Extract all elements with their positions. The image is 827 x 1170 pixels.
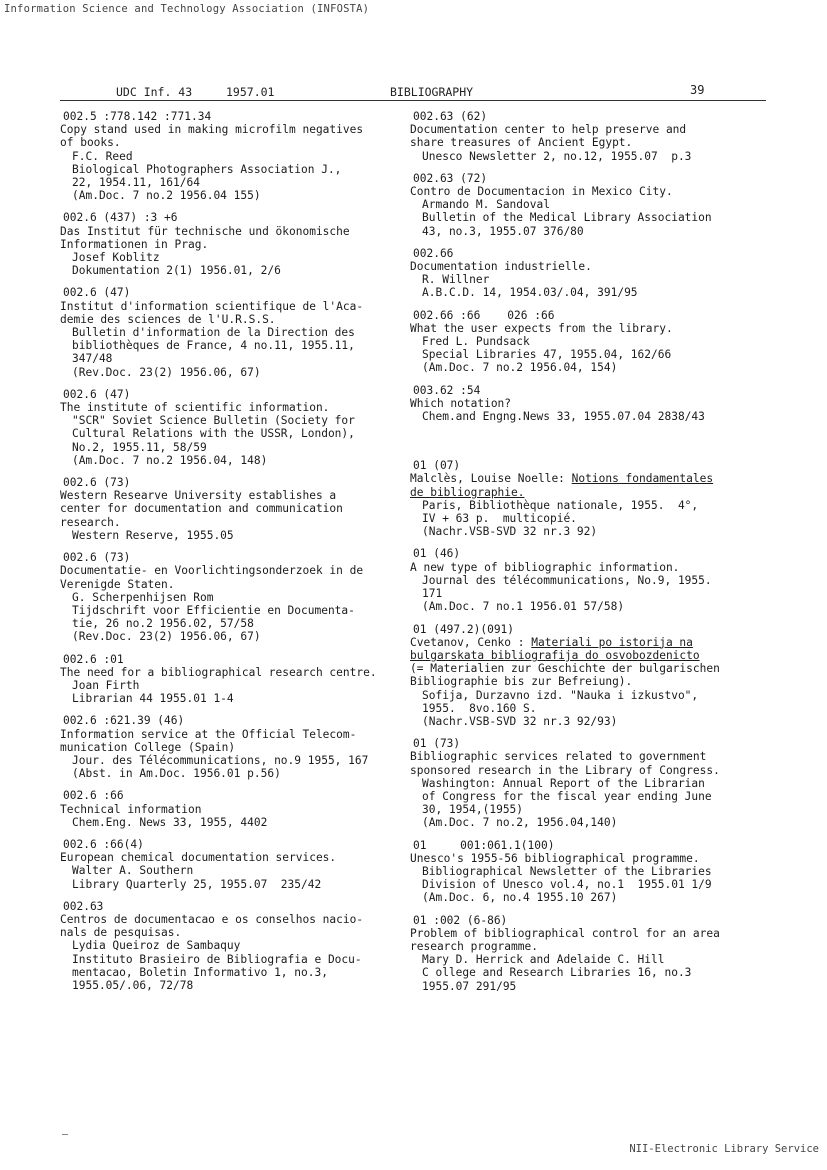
entry-detail-line: Chem.and Engng.News 33, 1955.07.04 2838/43 — [422, 410, 705, 424]
bibliography-entry — [60, 838, 410, 891]
entry-detail-line: 1955.05/.06, 72/78 — [72, 978, 194, 992]
entry-detail-line: (Am.Doc. 7 no.2 1956.04 155) — [72, 189, 261, 203]
classification-code: 002.6 :66 — [63, 789, 124, 803]
classification-code: 002.6 (47) — [63, 387, 131, 401]
classification-code: 002.6 (437) :3 +6 — [63, 211, 178, 225]
entry-detail-line: Journal des télécommunications, No.9, 1955. — [422, 573, 712, 587]
classification-code: 002.63 (72) — [413, 171, 488, 185]
entry-detail-line: 43, no.3, 1955.07 376/80 — [422, 224, 584, 238]
classification-code: 01 001:061.1(100) — [413, 838, 555, 852]
classification-code: 002.6 (73) — [63, 476, 131, 490]
entry-title-line: Documentation center to help preserve and — [410, 123, 687, 137]
entry-detail-line: "SCR" Soviet Science Bulletin (Society for — [72, 414, 355, 428]
bibliography-entry — [410, 384, 770, 424]
entry-detail-line: (Am.Doc. 7 no.2 1956.04, 154) — [422, 361, 618, 375]
entry-detail-line: Special Libraries 47, 1955.04, 162/66 — [422, 348, 672, 362]
entry-title-line: bulgarskata bibliografija do osvobozdenicto — [410, 648, 700, 662]
bibliography-entry — [60, 476, 410, 542]
entry-title-line: Institut d'information scientifique de l'Aca- — [60, 299, 364, 313]
right-column — [410, 110, 770, 1002]
source-banner: Information Science and Technology Association (INFOSTA) — [4, 3, 370, 15]
entry-title-line: Malclès, Louise Noelle: Notions fondamentales — [410, 472, 714, 486]
entry-detail-line: (Nachr.VSB-SVD 32 nr.3 92/93) — [422, 714, 618, 728]
entry-title-line: Western Researve University establishes a — [60, 489, 337, 503]
entry-title-line: Unesco's 1955-56 bibliographical programme. — [410, 851, 700, 865]
entry-detail-line: Jour. des Télécommunications, no.9 1955, 167 — [72, 753, 369, 767]
entry-detail-line: tie, 26 no.2 1956.02, 57/58 — [72, 617, 254, 631]
entry-detail-line: 22, 1954.11, 161/64 — [72, 176, 200, 190]
classification-code: 002.5 :778.142 :771.34 — [63, 110, 212, 123]
entry-detail-line: Bulletin of the Medical Library Association — [422, 211, 712, 225]
bibliography-entry — [410, 172, 770, 238]
classification-code: 002.6 (73) — [63, 551, 131, 565]
classification-code: 01 (497.2)(091) — [413, 622, 515, 636]
classification-code: 01 (73) — [413, 737, 461, 751]
entry-detail-line: Fred L. Pundsack — [422, 335, 530, 349]
entry-title-line: Problem of bibliographical control for an area — [410, 926, 720, 940]
entry-detail-line: Washington: Annual Report of the Librarian — [422, 776, 705, 790]
entry-title-line: Information service at the Official Telecom- — [60, 727, 357, 741]
entry-detail-line: 1955. 8vo.160 S. — [422, 701, 537, 715]
entry-title-line: research. — [60, 515, 121, 529]
entry-title-line: Contro de Documentacion in Mexico City. — [410, 185, 673, 199]
bibliography-entry — [60, 551, 410, 643]
entry-detail-line: IV + 63 p. multicopié. — [422, 512, 577, 526]
entry-detail-line: (Am.Doc. 7 no.2, 1956.04,140) — [422, 816, 618, 830]
classification-code: 002.6 :621.39 (46) — [63, 714, 185, 728]
classification-code: 01 (07) — [413, 459, 461, 473]
entry-detail-line: Bibliographical Newsletter of the Libraries — [422, 864, 712, 878]
bibliography-entry — [410, 623, 770, 729]
entry-title-line: sponsored research in the Library of Congress. — [410, 763, 720, 777]
bibliography-entry — [410, 737, 770, 829]
entry-detail-line: Bulletin d'information de la Direction des — [72, 326, 355, 340]
entry-title-line: Documentatie- en Voorlichtingsonderzoek in de — [60, 564, 364, 578]
left-column — [60, 110, 410, 1001]
entry-title-line: Copy stand used in making microfilm negatives — [60, 123, 364, 137]
entry-title-line: Which notation? — [410, 396, 512, 410]
entry-detail-line: of Congress for the fiscal year ending June — [422, 789, 712, 803]
entry-detail-line: Library Quarterly 25, 1955.07 235/42 — [72, 877, 322, 891]
entry-detail-line: (Am.Doc. 7 no.1 1956.01 57/58) — [422, 600, 625, 614]
classification-code: 002.66 :66 026 :66 — [413, 308, 555, 322]
entry-detail-line: Tijdschrift voor Efficientie en Documenta- — [72, 603, 355, 617]
entry-title-line: demie des sciences de l'U.R.S.S. — [60, 312, 276, 326]
classification-code: 003.62 :54 — [413, 383, 481, 397]
entry-detail-line: Sofija, Durzavno izd. "Nauka i izkustvo", — [422, 688, 699, 702]
page-number: 39 — [690, 83, 705, 97]
bibliography-entry — [60, 789, 410, 829]
entry-detail-line: 1955.07 291/95 — [422, 979, 517, 993]
entry-title-line: The institute of scientific information. — [60, 401, 330, 415]
entry-detail-line: Lydia Queiroz de Sambaquy — [72, 939, 241, 953]
bibliography-entry — [60, 714, 410, 780]
entry-detail-line: Cultural Relations with the USSR, London), — [72, 427, 355, 441]
entry-detail-line: Josef Koblitz — [72, 251, 160, 265]
entry-detail-line: 347/48 — [72, 352, 113, 366]
entry-title-line: Informationen in Prag. — [60, 237, 209, 251]
entry-detail-line: Walter A. Southern — [72, 864, 194, 878]
entry-detail-line: (Am.Doc. 7 no.2 1956.04, 148) — [72, 453, 268, 467]
entry-detail-line: (Nachr.VSB-SVD 32 nr.3 92) — [422, 525, 598, 539]
entry-title-line: munication College (Spain) — [60, 740, 236, 754]
entry-title-line: share treasures of Ancient Egypt. — [410, 136, 633, 150]
entry-title-line: de bibliographie. — [410, 485, 525, 499]
bibliography-entry — [60, 211, 410, 277]
bibliography-entry — [60, 653, 410, 706]
entry-detail-line: C ollege and Research Libraries 16, no.3 — [422, 966, 692, 980]
footer-mark — [62, 1134, 68, 1135]
bibliography-entry — [410, 110, 770, 163]
entry-detail-line: No.2, 1955.11, 58/59 — [72, 440, 207, 454]
entry-title-line: Bibliographie bis zur Befreiung). — [410, 675, 633, 689]
entry-detail-line: F.C. Reed — [72, 149, 133, 163]
entry-title-line: nals de pesquisas. — [60, 926, 182, 940]
entry-detail-line: Instituto Brasieiro de Bibliografia e Docu- — [72, 952, 362, 966]
issue-date: 1957.01 — [226, 85, 275, 99]
entry-detail-line: Librarian 44 1955.01 1-4 — [72, 692, 234, 706]
entry-title-line: Documentation industrielle. — [410, 260, 592, 274]
entry-detail-line: (Am.Doc. 6, no.4 1955.10 267) — [422, 891, 618, 905]
classification-code: 002.6 :66(4) — [63, 837, 144, 851]
entry-title-line: center for documentation and communication — [60, 502, 343, 516]
entry-title-line: Technical information — [60, 802, 202, 816]
entry-detail-line: Armando M. Sandoval — [422, 198, 550, 212]
entry-detail-line: (Rev.Doc. 23(2) 1956.06, 67) — [72, 365, 261, 379]
bibliography-entry — [410, 247, 770, 300]
entry-title-line: What the user expects from the library. — [410, 321, 673, 335]
bibliography-entry — [60, 388, 410, 467]
bibliography-entry — [410, 309, 770, 375]
section-title: BIBLIOGRAPHY — [390, 85, 474, 99]
classification-code: 002.6 (47) — [63, 286, 131, 300]
entry-title-line: The need for a bibliographical research centre. — [60, 665, 377, 679]
entry-detail-line: G. Scherpenhijsen Rom — [72, 590, 214, 604]
entry-title-line: Bibliographic services related to government — [410, 750, 707, 764]
entry-title-line: European chemical documentation services. — [60, 851, 337, 865]
udc-code: UDC Inf. 43 — [116, 85, 193, 99]
header-rule — [60, 100, 766, 101]
entry-title-line: Verenigde Staten. — [60, 577, 175, 591]
entry-detail-line: R. Willner — [422, 273, 490, 287]
classification-code: 002.63 — [63, 899, 104, 913]
classification-code: 01 (46) — [413, 547, 461, 561]
entry-detail-line: Paris, Bibliothèque nationale, 1955. 4°, — [422, 498, 699, 512]
entry-detail-line: Dokumentation 2(1) 1956.01, 2/6 — [72, 264, 281, 278]
entry-title-line: A new type of bibliographic information. — [410, 560, 680, 574]
entry-title-line: Cvetanov, Cenko : Materiali po istorija na — [410, 635, 693, 649]
entry-title-line: of books. — [60, 136, 121, 150]
entry-detail-line: (Abst. in Am.Doc. 1956.01 p.56) — [72, 767, 281, 781]
classification-code: 002.6 :01 — [63, 652, 124, 666]
entry-title-line: Centros de documentacao e os conselhos nacio- — [60, 912, 364, 926]
bibliography-entry — [60, 110, 410, 202]
footer-service: NII-Electronic Library Service — [629, 1143, 819, 1155]
entry-detail-line: Unesco Newsletter 2, no.12, 1955.07 p.3 — [422, 149, 692, 163]
bibliography-entry — [410, 914, 770, 993]
bibliography-entry — [60, 900, 410, 992]
entry-title-line: research programme. — [410, 939, 538, 953]
bibliography-entry — [410, 547, 770, 613]
entry-detail-line: 171 — [422, 587, 443, 601]
entry-detail-line: Chem.Eng. News 33, 1955, 4402 — [72, 815, 268, 829]
entry-detail-line: (Rev.Doc. 23(2) 1956.06, 67) — [72, 630, 261, 644]
bibliography-entry — [410, 459, 770, 538]
entry-detail-line: 30, 1954,(1955) — [422, 803, 524, 817]
entry-title-line: Das Institut für technische und ökonomische — [60, 224, 350, 238]
entry-detail-line: Western Reserve, 1955.05 — [72, 528, 234, 542]
entry-detail-line: Division of Unesco vol.4, no.1 1955.01 1/9 — [422, 878, 712, 892]
entry-detail-line: mentacao, Boletin Informativo 1, no.3, — [72, 965, 328, 979]
entry-detail-line: Joan Firth — [72, 678, 140, 692]
bibliography-entry — [410, 839, 770, 905]
entry-title-line: (= Materialien zur Geschichte der bulgarischen — [410, 662, 720, 676]
bibliography-entry — [60, 286, 410, 378]
entry-detail-line: bibliothèques de France, 4 no.11, 1955.11, — [72, 339, 355, 353]
classification-code: 002.66 — [413, 246, 454, 260]
page-header — [60, 83, 766, 101]
entry-detail-line: A.B.C.D. 14, 1954.03/.04, 391/95 — [422, 286, 638, 300]
entry-detail-line: Mary D. Herrick and Adelaide C. Hill — [422, 953, 665, 967]
entry-detail-line: Biological Photographers Association J., — [72, 162, 342, 176]
classification-code: 01 :002 (6-86) — [413, 913, 508, 927]
classification-code: 002.63 (62) — [413, 110, 488, 123]
